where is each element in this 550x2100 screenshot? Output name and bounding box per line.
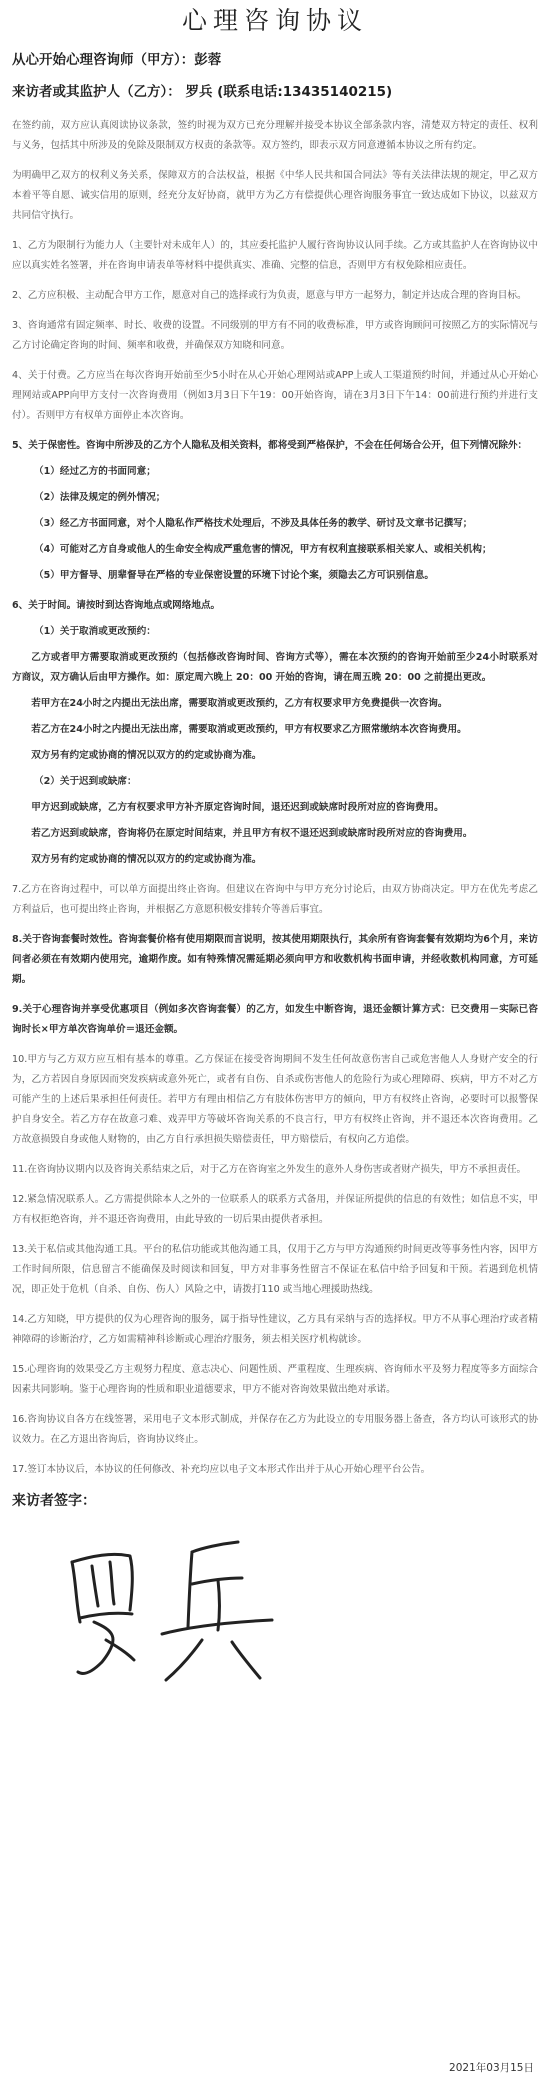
clause-5: 5、关于保密性。咨询中所涉及的乙方个人隐私及相关资料，都将受到严格保护，不会在任何场合公开，但下列情况除外： [12, 440, 528, 451]
clause-6-sub-1-b: 若甲方在24小时之内提出无法出席，需要取消或更改预约，乙方有权要求甲方免费提供一次咨询。 [31, 698, 448, 709]
clause-12: 12.紧急情况联系人。乙方需提供除本人之外的一位联系人的联系方式备用，并保证所提供的信息的有效性；如信息不实，甲方有权拒绝咨询，并不退还咨询费用，由此导致的一切后果由提供者承担。 [12, 1194, 538, 1225]
clause-6-sub-2-a: 甲方迟到或缺席，乙方有权要求甲方补齐原定咨询时间，退还迟到或缺席时段所对应的咨询费用。 [31, 802, 444, 813]
clause-17: 17.签订本协议后，本协议的任何修改、补充均应以电子文本形式作出并于从心开始心理平台公告。 [12, 1464, 431, 1475]
page-title: 心理咨询协议 [181, 6, 368, 35]
party-b: 来访者或其监护人（乙方）： 罗兵 (联系电话:13435140215) [12, 84, 393, 100]
clause-5-item-5: （5）甲方督导、朋辈督导在严格的专业保密设置的环境下讨论个案，须隐去乙方可识别信息。 [34, 570, 435, 581]
clause-6-sub-1-d: 双方另有约定或协商的情况以双方的约定或协商为准。 [31, 750, 262, 761]
clause-13: 13.关于私信或其他沟通工具。平台的私信功能或其他沟通工具，仅用于乙方与甲方沟通预约时间更改等事务性内容，因甲方工作时间所限，信息留言不能确保及时阅读和回复，甲方对非事务性留言不保证在私信中给予回复和干预。若遇到危机情况，即正处于危机（自杀、自伤、伤人）风险之中，请拨打110 或当地心理援助热线。 [12, 1244, 538, 1295]
clause-6-sub-2-c: 双方另有约定或协商的情况以双方的约定或协商为准。 [31, 854, 262, 865]
clause-5-item-1: （1）经过乙方的书面同意； [34, 466, 156, 477]
clause-5-item-3: （3）经乙方书面同意，对个人隐私作严格技术处理后，不涉及具体任务的教学、研讨及文章书记撰写； [34, 518, 473, 529]
clause-6: 6、关于时间。请按时到达咨询地点或网络地点。 [12, 600, 221, 611]
clause-6-sub-1-a: 乙方或者甲方需要取消或更改预约（包括修改咨询时间、咨询方式等），需在本次预约的咨询开始前至少24小时联系对方商议，双方确认后由甲方操作。如：原定周六晚上 20：00 开始的咨询，请在周五晚 20：00 之前提出更改。 [12, 652, 538, 683]
clause-6-sub-2: （2）关于迟到或缺席： [34, 776, 137, 787]
clause-5-item-2: （2）法律及规定的例外情况； [34, 492, 166, 503]
handwritten-signature [42, 1522, 322, 1692]
clause-2: 2、乙方应积极、主动配合甲方工作，愿意对自己的选择或行为负责，愿意与甲方一起努力，制定并达成合理的咨询目标。 [12, 290, 527, 301]
clause-8: 8.关于咨询套餐时效性。咨询套餐价格有使用期限而言说明，按其使用期限执行，其余所有咨询套餐有效期均为6个月，来访问者必须在有效期内使用完，逾期作废。如有特殊情况需延期必须向甲方和收数机构书面申请，并经收数机构同意，方可延期。 [12, 934, 538, 985]
clause-6-sub-1-c: 若乙方在24小时之内提出无法出席，需要取消或更改预约，甲方有权要求乙方照常缴纳本次咨询费用。 [31, 724, 467, 735]
clause-10: 10.甲方与乙方双方应互相有基本的尊重。乙方保证在接受咨询期间不发生任何故意伤害自己或危害他人人身财产安全的行为，乙方若因自身原因而突发疾病或意外死亡，或者有自伤、自杀或伤害他人的危险行为或心理障碍、疾病，甲方不对乙方可能产生的上述后果承担任何责任。若甲方有理由相信乙方有肢体伤害甲方的倾向，甲方有权终止咨询，必要时可以报警保护自身安全。若乙方存在故意刁难、戏弄甲方等破坏咨询关系的不良言行，甲方有权终止咨询，并不退还本次咨询费用。乙方故意损毁自身或他人财物的，由乙方自行承担损失赔偿责任，甲方赔偿后，有权向乙方追偿。 [12, 1054, 538, 1145]
clause-7: 7.乙方在咨询过程中，可以单方面提出终止咨询。但建议在咨询中与甲方充分讨论后，由双方协商决定。甲方在优先考虑乙方利益后，也可提出终止咨询，并根据乙方意愿积极安排转介等善后事宜。 [12, 884, 538, 915]
clause-1: 1、乙方为限制行为能力人（主要针对未成年人）的，其应委托监护人履行咨询协议认同手续。乙方或其监护人在咨询协议中应以真实姓名签署，并在咨询申请表单等材料中提供真实、准确、完整的信息，否则甲方有权免除相应责任。 [12, 240, 538, 271]
signing-date: 2021年03月15日 [449, 2062, 534, 2074]
clause-6-sub-1: （1）关于取消或更改预约： [34, 626, 156, 637]
clause-5-item-4: （4）可能对乙方自身或他人的生命安全构成严重危害的情况，甲方有权利直接联系相关家人、或相关机构； [34, 544, 492, 555]
clause-15: 15.心理咨询的效果受乙方主观努力程度、意志决心、问题性质、严重程度、生理疾病、咨询师水平及努力程度等多方面综合因素共同影响。鉴于心理咨询的性质和职业道德要求，甲方不能对咨询效果做出绝对承诺。 [12, 1364, 538, 1395]
clause-3: 3、咨询通常有固定频率、时长、收费的设置。不同级别的甲方有不同的收费标准，甲方或咨询顾问可按照乙方的实际情况与乙方讨论确定咨询的时间、频率和收费，并确保双方知晓和同意。 [12, 320, 538, 351]
party-a: 从心开始心理咨询师（甲方）：彭蓉 [12, 52, 222, 68]
signature-label: 来访者签字： [12, 1493, 96, 1509]
clause-16: 16.咨询协议自各方在线签署，采用电子文本形式制成，并保存在乙方为此设立的专用服务器上备查，各方均认可该形式的协议效力。在乙方退出咨询后，咨询协议终止。 [12, 1414, 538, 1445]
clause-14: 14.乙方知晓，甲方提供的仅为心理咨询的服务，属于指导性建议，乙方具有采纳与否的选择权。甲方不从事心理治疗或者精神障碍的诊断治疗，乙方如需精神科诊断或心理治疗服务，须去相关医疗机构就诊。 [12, 1314, 538, 1345]
clause-9: 9.关于心理咨询并享受优惠项目（例如多次咨询套餐）的乙方，如发生中断咨询，退还金额计算方式：已交费用－实际已咨询时长×甲方单次咨询单价＝退还金额。 [12, 1004, 538, 1035]
clause-4: 4、关于付费。乙方应当在每次咨询开始前至少5小时在从心开始心理网站或APP上或人工渠道预约时间，并通过从心开始心理网站或APP向甲方支付一次咨询费用（例如3月3日下午19：00开始咨询，请在3月3日下午14：00前进行预约并进行支付）。否则甲方有权单方面停止本次咨询。 [12, 370, 538, 421]
clause-11: 11.在咨询协议期内以及咨询关系结束之后，对于乙方在咨询室之外发生的意外人身伤害或者财产损失，甲方不承担责任。 [12, 1164, 527, 1175]
clause-6-sub-2-b: 若乙方迟到或缺席，咨询将仍在原定时间结束，并且甲方有权不退还迟到或缺席时段所对应的咨询费用。 [31, 828, 473, 839]
intro-paragraph: 在签约前，双方应认真阅读协议条款，签约时视为双方已充分理解并接受本协议全部条款内容，清楚双方特定的责任、权利与义务，包括其中所涉及的免除及限制双方权责的条款等。双方签约，即表示双方同意遵循本协议之所有约定。 [12, 120, 538, 151]
purpose-paragraph: 为明确甲乙双方的权利义务关系，保障双方的合法权益，根据《中华人民共和国合同法》等有关法律法规的规定，甲乙双方本着平等自愿、诚实信用的原则，经充分友好协商，就甲方为乙方有偿提供心理咨询服务事宜一致达成如下协议，以兹双方共同信守执行。 [12, 170, 538, 221]
